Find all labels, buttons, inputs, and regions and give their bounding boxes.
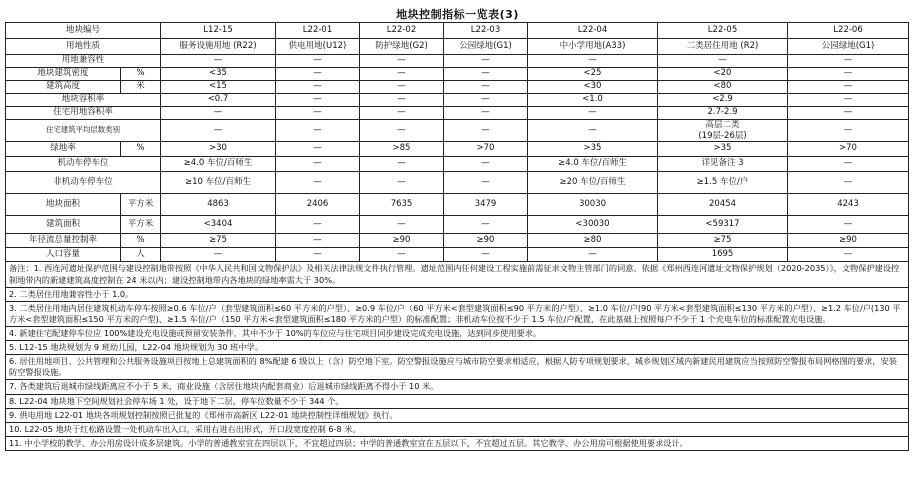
table-cell: 二类居住用地 (R2) <box>658 39 788 55</box>
cell-line: 高层二类 <box>705 120 740 131</box>
table-cell: — <box>444 55 528 68</box>
row-label: 非机动车停车位 <box>6 172 161 194</box>
table-row-compat <box>6 55 909 68</box>
table-cell: — <box>276 55 360 68</box>
table-row-green <box>6 142 909 157</box>
table-cell: — <box>788 172 909 194</box>
table-cell: 详见备注 3 <box>658 157 788 172</box>
table-cell: <0.7 <box>161 94 276 107</box>
note-row <box>6 341 909 355</box>
table-cell: — <box>444 81 528 94</box>
table-cell: <20 <box>658 68 788 81</box>
table-cell: ≥80 <box>528 234 658 248</box>
table-cell: >85 <box>360 142 444 157</box>
table-cell: ≥4.0 车位/百师生 <box>161 157 276 172</box>
table-cell: — <box>444 172 528 194</box>
table-cell: ≥20 车位/百师生 <box>528 172 658 194</box>
table-cell: — <box>528 55 658 68</box>
table-cell: — <box>444 120 528 142</box>
table-row-density <box>6 68 909 81</box>
note-text: 2. 二类居住用地兼容性小于 1.0。 <box>6 288 909 302</box>
row-label: 住宅用地容积率 <box>6 107 161 120</box>
table-cell: — <box>360 172 444 194</box>
table-cell: — <box>360 157 444 172</box>
table-cell: 1695 <box>658 248 788 262</box>
table-cell <box>658 120 788 142</box>
table-cell: <25 <box>528 68 658 81</box>
note-row <box>6 436 909 450</box>
table-cell: <59317 <box>658 216 788 234</box>
table-cell: 公园绿地(G1) <box>788 39 909 55</box>
table-cell: — <box>276 68 360 81</box>
note-row <box>6 262 909 288</box>
table-cell: 4863 <box>161 194 276 216</box>
table-cell: ≥4.0 车位/百师生 <box>528 157 658 172</box>
table-cell: — <box>444 216 528 234</box>
table-cell: 2.7-2.9 <box>658 107 788 120</box>
row-label: 地块建筑密度 <box>6 68 121 81</box>
table-row-car-parking <box>6 157 909 172</box>
table-cell: <3404 <box>161 216 276 234</box>
note-text: 6. 居住用地项目、公共管理和公共服务设施项目按地上总建筑面积的 8%配建 6 级以上（含）防空地下室。防空警报设施应与城市防空要求相适应，根据人防专项规划要求，城乡规划区域内新建民用建筑应当按照防空警报布局网格图的要求，安装防空警报设施。 <box>6 355 909 380</box>
table-cell: — <box>360 68 444 81</box>
column-header: L22-03 <box>444 23 528 39</box>
row-label: 年径流总量控制率 <box>6 234 121 248</box>
table-cell: — <box>658 55 788 68</box>
row-label: 用地性质 <box>6 39 161 55</box>
column-header: L22-04 <box>528 23 658 39</box>
table-cell: — <box>788 107 909 120</box>
table-cell: <1.0 <box>528 94 658 107</box>
table-cell: 供电用地(U12) <box>276 39 360 55</box>
row-label: 人口容量 <box>6 248 121 262</box>
table-cell: — <box>360 55 444 68</box>
table-cell: — <box>528 248 658 262</box>
table-cell: <2.9 <box>658 94 788 107</box>
table-row-res-far <box>6 107 909 120</box>
table-cell: <30 <box>528 81 658 94</box>
row-label: 地块容积率 <box>6 94 161 107</box>
table-cell: <15 <box>161 81 276 94</box>
table-cell: — <box>444 157 528 172</box>
table-cell: — <box>161 107 276 120</box>
table-row-runoff <box>6 234 909 248</box>
note-text: 8. L22-04 地块地下空间规划社会停车场 1 处，设于地下二层，停车位数量不少于 344 个。 <box>6 394 909 408</box>
table-cell: — <box>276 81 360 94</box>
cell-line: (19层-26层) <box>698 130 747 141</box>
row-label: 建筑高度 <box>6 81 121 94</box>
table-row-land-use <box>6 39 909 55</box>
table-cell: <35 <box>161 68 276 81</box>
table-cell: — <box>276 142 360 157</box>
row-label: 建筑面积 <box>6 216 121 234</box>
indicator-table <box>5 22 909 451</box>
note-text: 3. 二类居住用地内居住建筑机动车停车按照≥0.6 车位/户（套型建筑面积≤60 平方米的户型）、≥0.9 车位/户（60 平方米<套型建筑面积≤90 平方米的户型）、≥1.0 车位/户(90 平方米<套型建筑面积≤130 平方米的户型）、≥1.2 车位/户(130 平方米<套型建筑面积≤150 平方米的户型)、≥1.5 车位/户（150 平方米<套型建筑面积≤180 平方米的户型）的标准配置；非机动车位按不少于 1.5 车位/户配置，在此基础上按照每户不少于 1 个充电车位的标准配置充电设施。 <box>6 302 909 327</box>
table-cell: — <box>360 94 444 107</box>
table-cell: 7635 <box>360 194 444 216</box>
table-cell: — <box>788 157 909 172</box>
table-cell: — <box>788 55 909 68</box>
note-text: 11. 中小学校的教学、办公用房设计成多层建筑。小学的普通教室宜在四层以下，不宜超过四层；中学的普通教室宜在五层以下，不宜超过五层。其它教学、办公用房可根据使用要求设计。 <box>6 436 909 450</box>
table-cell: — <box>788 120 909 142</box>
row-unit: 平方米 <box>121 216 161 234</box>
table-cell: <80 <box>658 81 788 94</box>
note-text: 9. 供电用地 L22-01 地块各项规划控制按照已批复的《郑州市高新区 L22-01 地块控制性详细规划》执行。 <box>6 408 909 422</box>
row-label: 绿地率 <box>6 142 121 157</box>
page-title: 地块控制指标一览表(3) <box>396 8 519 21</box>
table-cell: — <box>360 107 444 120</box>
row-unit: 米 <box>121 81 161 94</box>
note-row <box>6 394 909 408</box>
note-text: 10. L22-05 地块于红松路设置一处机动车出入口，采用右进右出形式，开口段宽度控制 6-8 米。 <box>6 422 909 436</box>
row-unit: % <box>121 142 161 157</box>
row-unit: % <box>121 68 161 81</box>
note-row <box>6 408 909 422</box>
table-cell: >35 <box>658 142 788 157</box>
note-text: 备注：1. 西连河遗址保护范围与建设控制地带按照《中华人民共和国文物保护法》及相关法律法规文件执行管理。遗址范围内任何建设工程实施前需征求文物主管部门的同意。依据《郑州西连河遗址文物保护规划（2020-2035）》，文物保护建设控制地带内的新建建筑高度控制在 24 米以内；建设控制地带内各地块的绿地率需大于 30%。 <box>6 262 909 288</box>
table-cell: ≥75 <box>161 234 276 248</box>
table-cell: — <box>161 248 276 262</box>
table-cell: — <box>276 248 360 262</box>
column-header: L22-06 <box>788 23 909 39</box>
table-cell: >70 <box>444 142 528 157</box>
table-cell: ≥75 <box>658 234 788 248</box>
row-label: 用地兼容性 <box>6 55 161 68</box>
table-cell: — <box>444 248 528 262</box>
table-row-far <box>6 94 909 107</box>
table-row-header <box>6 23 909 39</box>
table-row-floor-area <box>6 216 909 234</box>
note-row <box>6 327 909 341</box>
column-header: L22-05 <box>658 23 788 39</box>
row-label: 住宅建筑平均层数类别 <box>6 120 161 142</box>
note-text: 4. 新建住宅配建停车位应 100%建设充电设施或预留安装条件，其中不少于 10%的车位应与住宅项目同步建设完成充电设施，达到同步使用要求。 <box>6 327 909 341</box>
note-text: 5. L12-15 地块规划为 9 班幼儿园，L22-04 地块规划为 30 班中学。 <box>6 341 909 355</box>
table-cell: 20454 <box>658 194 788 216</box>
table-cell: — <box>161 120 276 142</box>
table-cell: — <box>276 234 360 248</box>
table-cell: ≥90 <box>788 234 909 248</box>
table-row-population <box>6 248 909 262</box>
note-text: 7. 各类建筑后退城市绿线距离应不小于 5 米，商业设施（含居住地块内配套商业）后退城市绿线距离不得小于 10 米。 <box>6 380 909 394</box>
table-cell: 4243 <box>788 194 909 216</box>
table-cell: 防护绿地(G2) <box>360 39 444 55</box>
row-unit: 平方米 <box>121 194 161 216</box>
column-header: L22-01 <box>276 23 360 39</box>
note-row <box>6 422 909 436</box>
table-cell: — <box>444 94 528 107</box>
table-cell: — <box>444 107 528 120</box>
table-cell: >30 <box>161 142 276 157</box>
row-label: 地块编号 <box>6 23 161 39</box>
table-cell: — <box>360 120 444 142</box>
row-label: 机动车停车位 <box>6 157 161 172</box>
table-cell: — <box>276 157 360 172</box>
table-cell: — <box>528 107 658 120</box>
table-cell: — <box>360 248 444 262</box>
table-row-height <box>6 81 909 94</box>
note-row <box>6 302 909 327</box>
table-cell: 30030 <box>528 194 658 216</box>
table-cell: — <box>360 216 444 234</box>
table-cell: — <box>276 172 360 194</box>
table-cell: ≥90 <box>360 234 444 248</box>
table-cell: 公园绿地(G1) <box>444 39 528 55</box>
table-cell: — <box>276 94 360 107</box>
table-cell: — <box>444 68 528 81</box>
note-row <box>6 380 909 394</box>
table-cell: ≥90 <box>444 234 528 248</box>
table-cell: — <box>276 216 360 234</box>
table-cell: ≥1.5 车位/户 <box>658 172 788 194</box>
table-row-bike-parking <box>6 172 909 194</box>
table-cell: — <box>276 107 360 120</box>
table-cell: 服务设施用地 (R22) <box>161 39 276 55</box>
table-cell: — <box>788 68 909 81</box>
table-row-res-height-category <box>6 120 909 142</box>
table-cell: — <box>788 81 909 94</box>
table-cell: — <box>161 55 276 68</box>
table-cell: — <box>788 216 909 234</box>
table-cell: >70 <box>788 142 909 157</box>
table-cell: — <box>528 120 658 142</box>
table-cell: — <box>788 94 909 107</box>
table-cell: >35 <box>528 142 658 157</box>
table-cell: — <box>360 81 444 94</box>
column-header: L22-02 <box>360 23 444 39</box>
table-cell: 3479 <box>444 194 528 216</box>
table-row-area <box>6 194 909 216</box>
table-cell: ≥10 车位/百师生 <box>161 172 276 194</box>
table-cell: 中小学用地(A33) <box>528 39 658 55</box>
note-row <box>6 288 909 302</box>
table-cell: <30030 <box>528 216 658 234</box>
table-cell: — <box>276 120 360 142</box>
row-unit: 人 <box>121 248 161 262</box>
row-label: 地块面积 <box>6 194 121 216</box>
row-unit: % <box>121 234 161 248</box>
note-row <box>6 355 909 380</box>
column-header: L12-15 <box>161 23 276 39</box>
table-cell: — <box>788 248 909 262</box>
table-cell: 2406 <box>276 194 360 216</box>
